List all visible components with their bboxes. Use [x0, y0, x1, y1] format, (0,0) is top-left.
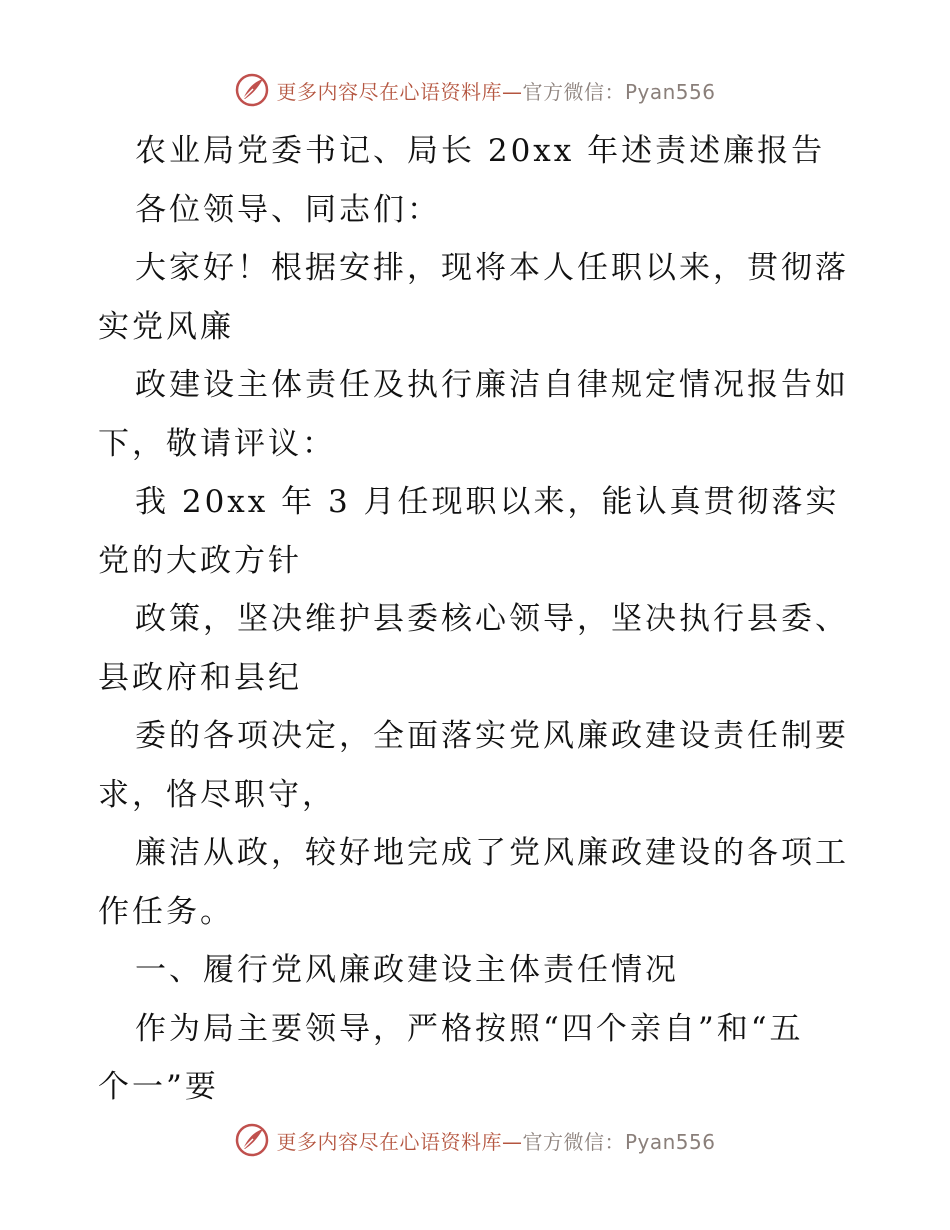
text-line: 一、履行党风廉政建设主体责任情况	[135, 952, 679, 988]
text-line: 党的大政方针	[98, 542, 302, 579]
watermark-wechat: 官方微信：Pyan556	[522, 79, 716, 104]
text-line: 求，恪尽职守，	[98, 776, 336, 813]
header-watermark-banner	[0, 70, 950, 110]
watermark-wechat: 官方微信：Pyan556	[522, 1129, 716, 1154]
text-line: 实党风廉	[98, 308, 234, 345]
watermark-text	[276, 76, 715, 105]
watermark-site: 更多内容尽在心语资料库—	[276, 79, 523, 104]
watermark-text	[276, 1126, 715, 1155]
document-body	[98, 122, 858, 1117]
footer-watermark-banner	[0, 1120, 950, 1160]
feather-pen-logo-icon	[234, 1122, 270, 1158]
text-line: 作任务。	[98, 893, 234, 930]
text-line: 委的各项决定，全面落实党风廉政建设责任制要	[135, 718, 849, 754]
text-line: 作为局主要领导，严格按照“四个亲自”和“五	[135, 1010, 804, 1047]
text-line: 我 20xx 年 3 月任现职以来，能认真贯彻落实	[135, 484, 840, 520]
text-line: 政策，坚决维护县委核心领导，坚决执行县委、	[135, 601, 849, 637]
text-line: 大家好！根据安排，现将本人任职以来，贯彻落	[135, 250, 849, 286]
text-line: 下，敬请评议：	[98, 425, 336, 462]
text-line: 廉洁从政，较好地完成了党风廉政建设的各项工	[135, 835, 849, 871]
text-line: 个一”要	[98, 1069, 219, 1105]
text-line: 政建设主体责任及执行廉洁自律规定情况报告如	[135, 367, 849, 403]
text-line: 农业局党委书记、局长 20xx 年述责述廉报告	[135, 133, 826, 169]
feather-pen-logo-icon	[234, 72, 270, 108]
watermark-site: 更多内容尽在心语资料库—	[276, 1129, 523, 1154]
text-line: 各位领导、同志们：	[135, 191, 441, 228]
text-line: 县政府和县纪	[98, 659, 302, 696]
